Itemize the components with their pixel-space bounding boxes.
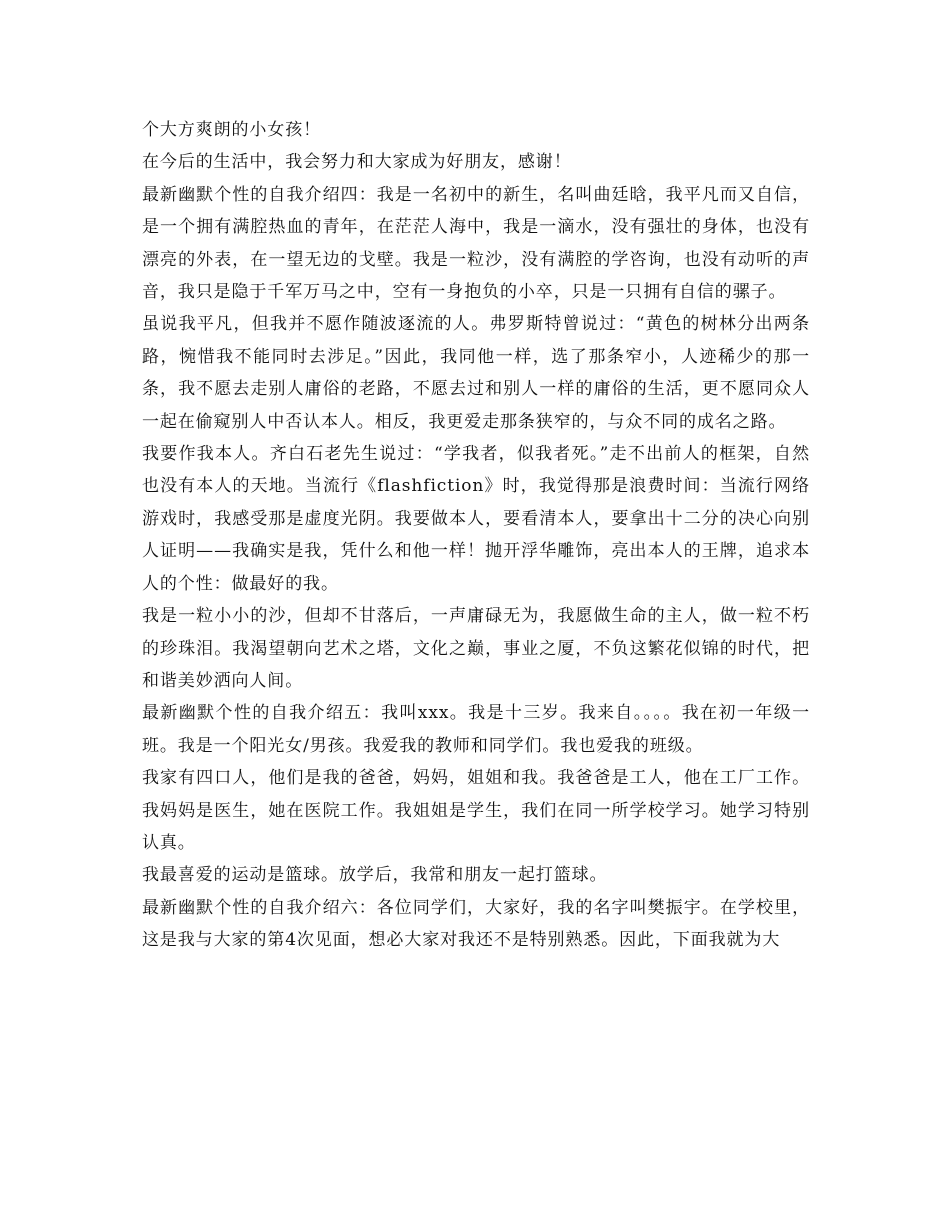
paragraph-3: 最新幽默个性的自我介绍四：我是一名初中的新生，名叫曲廷晗，我平凡而又自信，是一个拥有满腔热血的青年，在茫茫人海中，我是一滴水，没有强壮的身体，也没有漂亮的外表，在一望无边的戈壁。我是一粒沙，没有满腔的学咨询，也没有动听的声音，我只是隐于千军万马之中，空有一身抱负的小卒，只是一只拥有自信的骡子。 bbox=[142, 184, 810, 303]
paragraph-10: 最新幽默个性的自我介绍六：各位同学们，大家好，我的名字叫樊振宇。在学校里，这是我与大家的第4次见面，想必大家对我还不是特别熟悉。因此，下面我就为大 bbox=[142, 897, 810, 951]
paragraph-9: 我最喜爱的运动是篮球。放学后，我常和朋友一起打篮球。 bbox=[142, 865, 608, 886]
paragraph-4: 虽说我平凡，但我并不愿作随波逐流的人。弗罗斯特曾说过：“黄色的树林分出两条路，惋惜我不能同时去涉足。”因此，我同他一样，选了那条窄小，人迹稀少的那一条，我不愿去走别人庸俗的老路，不愿去过和别人一样的庸俗的生活，更不愿同众人一起在偷窥别人中否认本人。相反，我更爱走那条狭窄的，与众不同的成名之路。 bbox=[142, 314, 810, 432]
document-body bbox=[142, 114, 810, 957]
paragraph-7: 最新幽默个性的自我介绍五：我叫xxx。我是十三岁。我来自。。。。我在初一年级一班。我是一个阳光女/男孩。我爱我的教师和同学们。我也爱我的班级。 bbox=[142, 703, 810, 756]
paragraph-2: 在今后的生活中，我会努力和大家成为好朋友，感谢！ bbox=[142, 152, 572, 173]
paragraph-6: 我是一粒小小的沙，但却不甘落后，一声庸碌无为，我愿做生命的主人，做一粒不朽的珍珠泪。我渴望朝向艺术之塔，文化之巅，事业之厦，不负这繁花似锦的时代，把和谐美妙洒向人间。 bbox=[142, 606, 810, 691]
paragraph-1: 个大方爽朗的小女孩！ bbox=[142, 120, 321, 140]
paragraph-5: 我要作我本人。齐白石老先生说过：“学我者，似我者死。”走不出前人的框架，自然也没有本人的天地。当流行《flashfiction》时，我觉得那是浪费时间：当流行网络游戏时，我感受那是虚度光阴。我要做本人，要看清本人，要拿出十二分的决心向别人证明——我确实是我，凭什么和他一样！抛开浮华雕饰，亮出本人的王牌，追求本人的个性：做最好的我。 bbox=[142, 444, 810, 594]
paragraph-8: 我家有四口人，他们是我的爸爸，妈妈，姐姐和我。我爸爸是工人，他在工厂工作。我妈妈是医生，她在医院工作。我姐姐是学生，我们在同一所学校学习。她学习特别认真。 bbox=[142, 768, 810, 853]
